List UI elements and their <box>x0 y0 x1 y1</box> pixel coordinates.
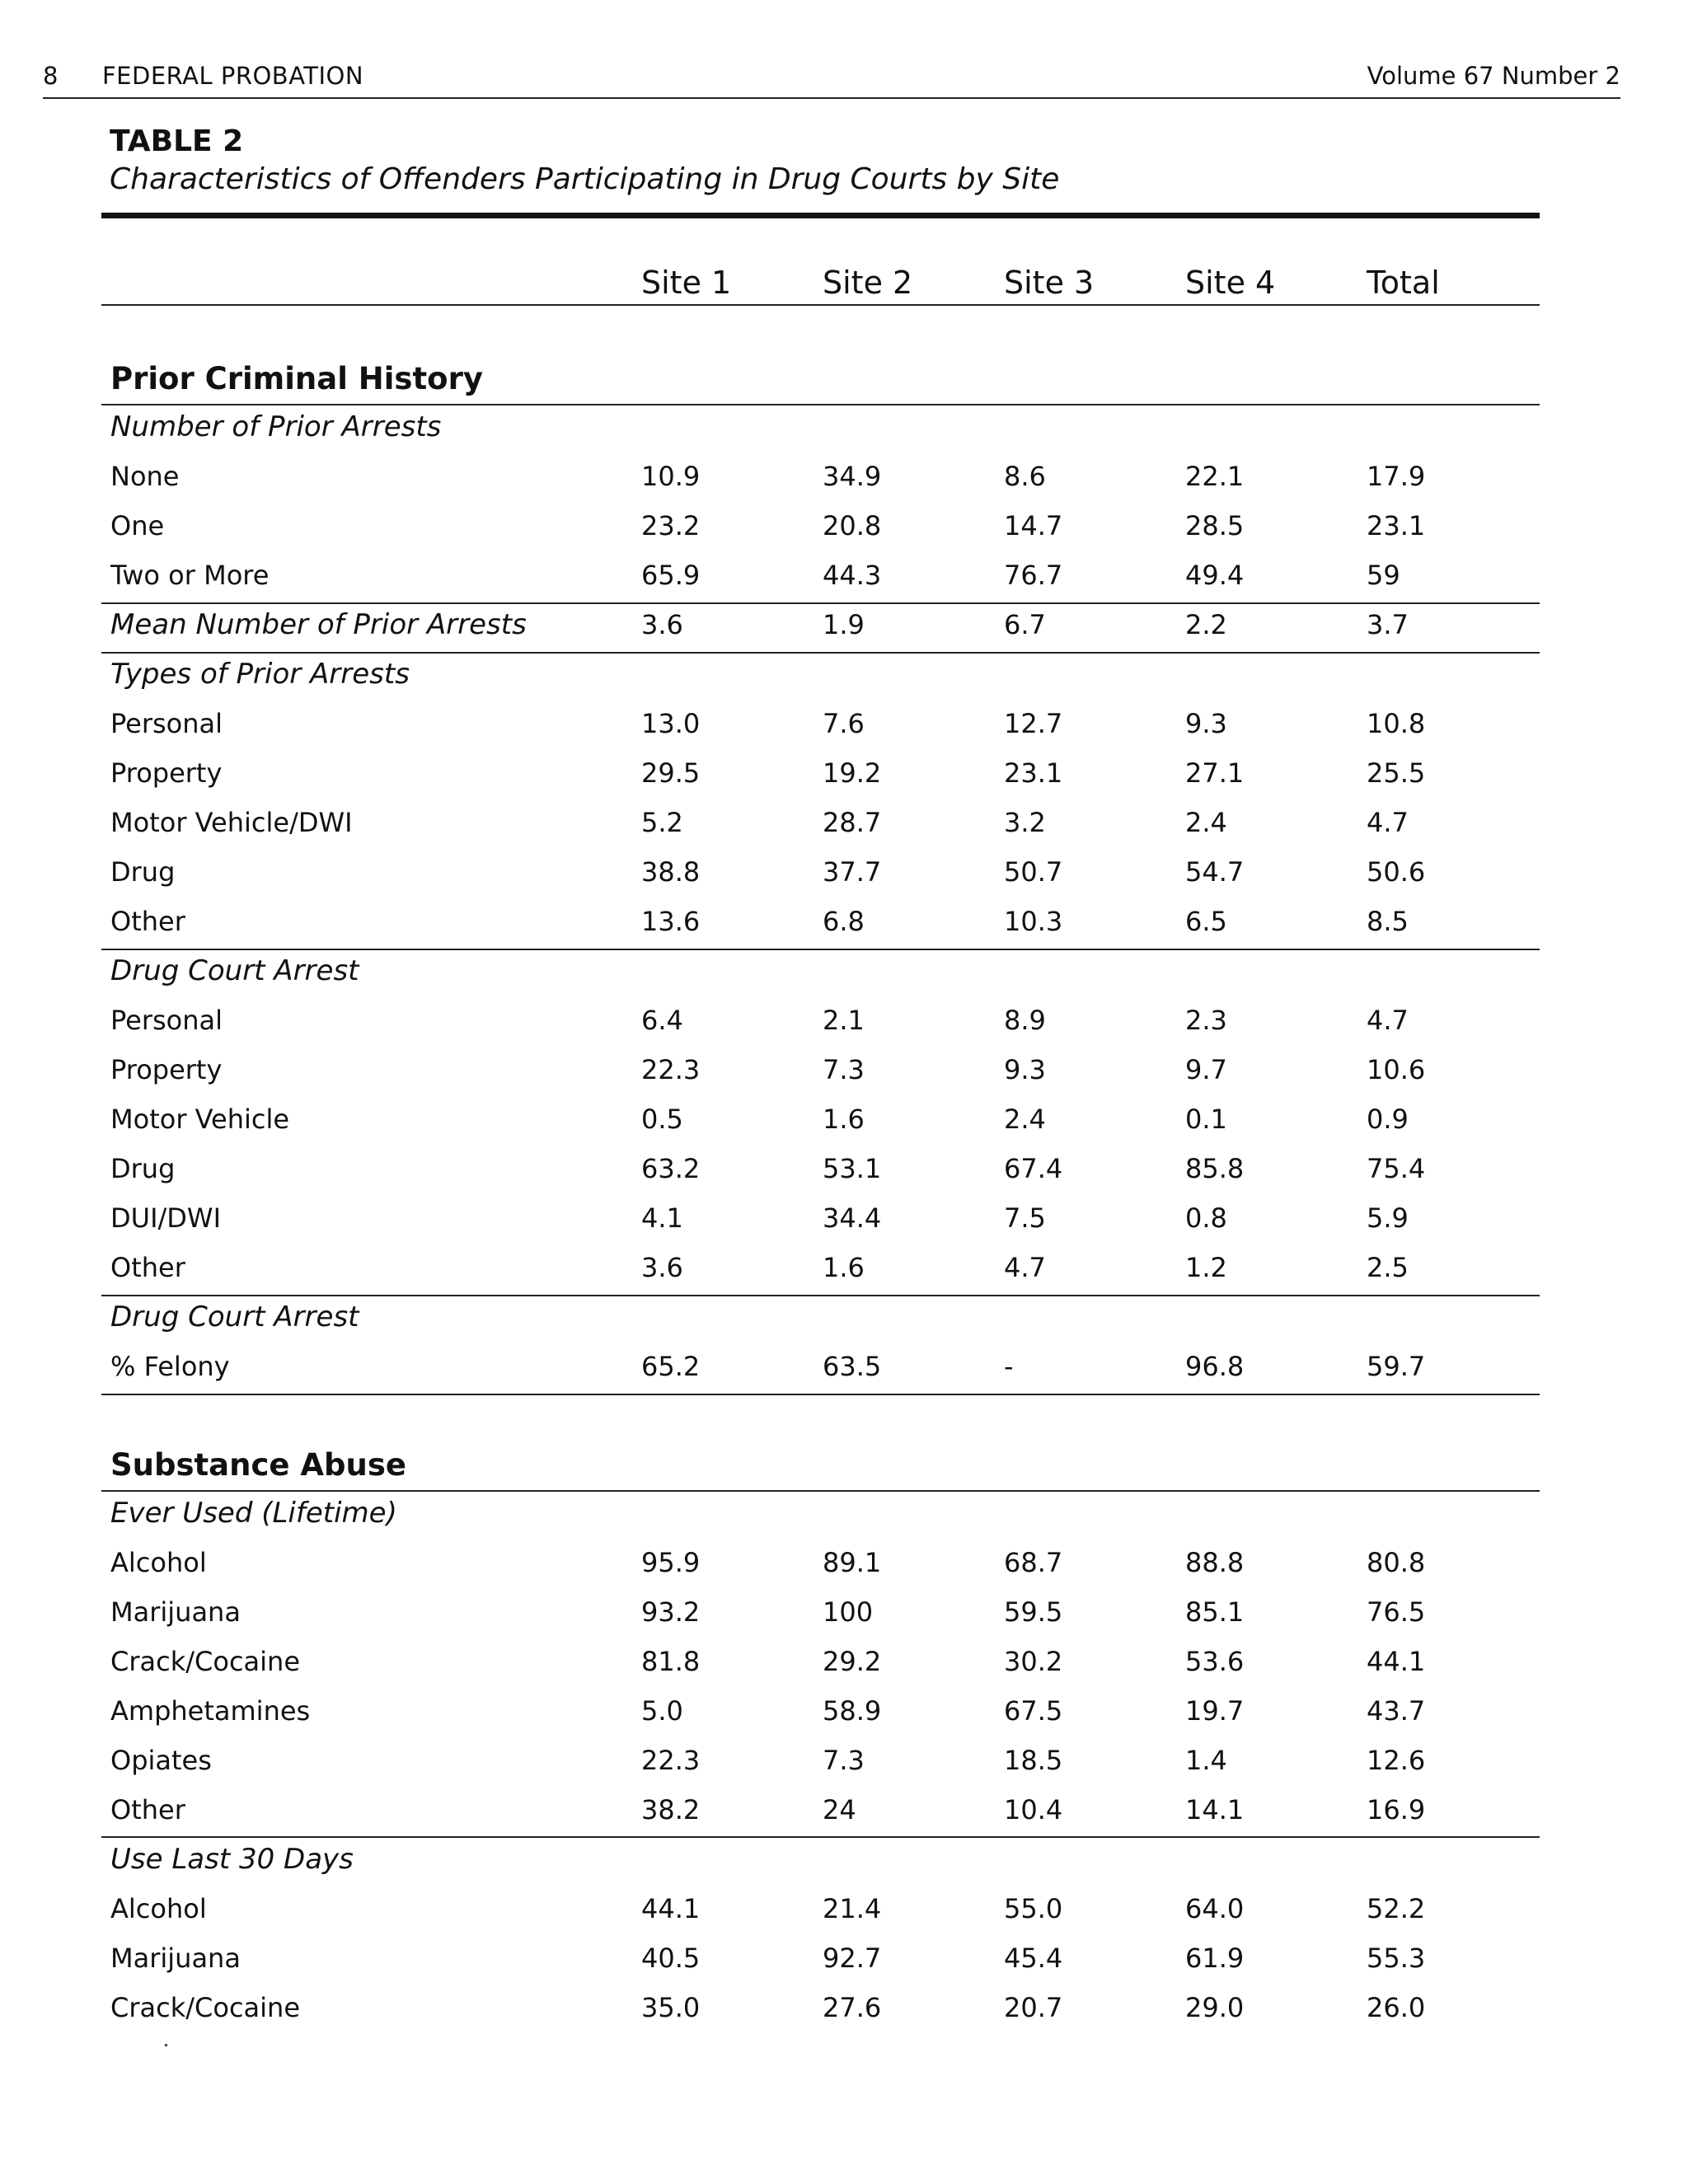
cell-site-4: 1.2 <box>1185 1252 1227 1283</box>
cell-site-2: 21.4 <box>823 1893 882 1924</box>
row-label: Other <box>110 1252 185 1283</box>
table-row <box>0 996 1688 1045</box>
cell-site-1: 23.2 <box>641 510 701 541</box>
row-label: Ever Used (Lifetime) <box>110 1497 397 1530</box>
cell-site-2: 53.1 <box>823 1153 882 1184</box>
subsection-heading <box>0 1835 1688 1884</box>
row-label: Crack/Cocaine <box>110 1646 300 1677</box>
table-row <box>0 452 1688 501</box>
cell-site-4: 49.4 <box>1185 560 1245 591</box>
table-row <box>0 1933 1688 1983</box>
cell-site-1: 0.5 <box>641 1104 683 1135</box>
cell-site-3: 68.7 <box>1004 1547 1063 1578</box>
cell-total: 3.7 <box>1367 609 1409 640</box>
cell-total: 4.7 <box>1367 1005 1409 1036</box>
cell-site-2: 24 <box>823 1794 856 1825</box>
page-number: 8 <box>43 62 59 90</box>
cell-site-3: 3.2 <box>1004 807 1046 838</box>
cell-site-4: 2.2 <box>1185 609 1227 640</box>
row-label: Marijuana <box>110 1596 241 1628</box>
cell-total: 75.4 <box>1367 1153 1426 1184</box>
cell-site-1: 3.6 <box>641 1252 683 1283</box>
cell-site-1: 63.2 <box>641 1153 701 1184</box>
table-row <box>0 600 1688 649</box>
table-row <box>0 1686 1688 1736</box>
cell-site-2: 89.1 <box>823 1547 882 1578</box>
cell-total: 76.5 <box>1367 1596 1426 1628</box>
section-heading <box>0 354 1688 404</box>
cell-site-4: 88.8 <box>1185 1547 1245 1578</box>
row-label: Other <box>110 906 185 937</box>
section-heading <box>0 1441 1688 1490</box>
cell-total: 23.1 <box>1367 510 1426 541</box>
table-row <box>0 1736 1688 1785</box>
row-label: Opiates <box>110 1745 212 1776</box>
cell-total: 5.9 <box>1367 1202 1409 1234</box>
cell-site-4: 27.1 <box>1185 757 1245 789</box>
row-label: % Felony <box>110 1351 230 1382</box>
table-row <box>0 551 1688 600</box>
cell-site-1: 6.4 <box>641 1005 683 1036</box>
cell-site-3: 18.5 <box>1004 1745 1063 1776</box>
cell-site-3: 9.3 <box>1004 1054 1046 1085</box>
cell-total: 26.0 <box>1367 1992 1426 2023</box>
cell-total: 44.1 <box>1367 1646 1426 1677</box>
cell-site-2: 29.2 <box>823 1646 882 1677</box>
cell-site-4: 85.1 <box>1185 1596 1245 1628</box>
cell-site-3: 7.5 <box>1004 1202 1046 1234</box>
subsection-heading <box>0 1292 1688 1342</box>
cell-site-2: 19.2 <box>823 757 882 789</box>
table-row <box>0 1637 1688 1686</box>
cell-site-3: 10.4 <box>1004 1794 1063 1825</box>
row-label: Amphetamines <box>110 1695 311 1727</box>
cell-site-4: 53.6 <box>1185 1646 1245 1677</box>
cell-site-1: 29.5 <box>641 757 701 789</box>
cell-site-4: 2.4 <box>1185 807 1227 838</box>
cell-total: 12.6 <box>1367 1745 1426 1776</box>
cell-site-1: 22.3 <box>641 1745 701 1776</box>
cell-site-3: 12.7 <box>1004 708 1063 739</box>
row-label: Mean Number of Prior Arrests <box>110 608 527 641</box>
cell-site-1: 95.9 <box>641 1547 701 1578</box>
journal-name: FEDERAL PROBATION <box>102 62 364 90</box>
cell-site-1: 81.8 <box>641 1646 701 1677</box>
table-row <box>0 1785 1688 1835</box>
table-row <box>0 847 1688 897</box>
cell-site-4: 28.5 <box>1185 510 1245 541</box>
cell-site-2: 37.7 <box>823 856 882 888</box>
cell-site-1: 13.0 <box>641 708 701 739</box>
cell-site-1: 93.2 <box>641 1596 701 1628</box>
cell-total: 80.8 <box>1367 1547 1426 1578</box>
cell-total: 8.5 <box>1367 906 1409 937</box>
cell-site-3: 55.0 <box>1004 1893 1063 1924</box>
cell-site-4: 22.1 <box>1185 461 1245 492</box>
cell-site-3: 67.5 <box>1004 1695 1063 1727</box>
cell-site-4: 9.3 <box>1185 708 1227 739</box>
cell-site-3: 67.4 <box>1004 1153 1063 1184</box>
cell-site-3: 76.7 <box>1004 560 1063 591</box>
table-row <box>0 1538 1688 1587</box>
table-row <box>0 748 1688 798</box>
cell-site-1: 4.1 <box>641 1202 683 1234</box>
row-label: Alcohol <box>110 1893 207 1924</box>
row-label: Property <box>110 1054 223 1085</box>
cell-site-2: 1.9 <box>823 609 865 640</box>
cell-site-2: 7.6 <box>823 708 865 739</box>
cell-total: 59.7 <box>1367 1351 1426 1382</box>
cell-site-4: 6.5 <box>1185 906 1227 937</box>
table-row <box>0 1193 1688 1243</box>
row-label: Other <box>110 1794 185 1825</box>
row-label: Prior Criminal History <box>110 361 483 396</box>
cell-total: 10.6 <box>1367 1054 1426 1085</box>
cell-site-3: 30.2 <box>1004 1646 1063 1677</box>
column-header-site-1: Site 1 <box>641 265 732 301</box>
cell-site-4: 14.1 <box>1185 1794 1245 1825</box>
column-header-site-4: Site 4 <box>1185 265 1276 301</box>
cell-site-1: 40.5 <box>641 1943 701 1974</box>
row-label: Two or More <box>110 560 270 591</box>
subsection-heading <box>0 946 1688 996</box>
row-label: Drug <box>110 856 176 888</box>
cell-site-2: 100 <box>823 1596 874 1628</box>
issue-label: Volume 67 Number 2 <box>1367 62 1620 90</box>
row-label: Personal <box>110 1005 223 1036</box>
cell-site-2: 34.9 <box>823 461 882 492</box>
row-label: Personal <box>110 708 223 739</box>
cell-site-3: 59.5 <box>1004 1596 1063 1628</box>
cell-site-3: 10.3 <box>1004 906 1063 937</box>
cell-site-2: 92.7 <box>823 1943 882 1974</box>
row-label: Alcohol <box>110 1547 207 1578</box>
cell-site-4: 0.8 <box>1185 1202 1227 1234</box>
cell-site-4: 9.7 <box>1185 1054 1227 1085</box>
cell-site-4: 19.7 <box>1185 1695 1245 1727</box>
cell-site-3: 2.4 <box>1004 1104 1046 1135</box>
row-divider <box>101 1394 1540 1395</box>
table-caption: Characteristics of Offenders Participating in Drug Courts by Site <box>110 162 1060 196</box>
table-row <box>0 1144 1688 1193</box>
row-label: None <box>110 461 180 492</box>
cell-site-4: 54.7 <box>1185 856 1245 888</box>
cell-site-1: 65.2 <box>641 1351 701 1382</box>
cell-total: 52.2 <box>1367 1893 1426 1924</box>
cell-total: 55.3 <box>1367 1943 1426 1974</box>
cell-site-2: 34.4 <box>823 1202 882 1234</box>
subsection-heading <box>0 402 1688 452</box>
table-row <box>0 1094 1688 1144</box>
cell-site-1: 38.8 <box>641 856 701 888</box>
cell-total: 10.8 <box>1367 708 1426 739</box>
cell-site-3: 14.7 <box>1004 510 1063 541</box>
cell-total: 43.7 <box>1367 1695 1426 1727</box>
row-label: Use Last 30 Days <box>110 1843 354 1876</box>
cell-site-4: 2.3 <box>1185 1005 1227 1036</box>
table-row <box>0 1983 1688 2032</box>
cell-site-4: 1.4 <box>1185 1745 1227 1776</box>
cell-site-1: 3.6 <box>641 609 683 640</box>
column-header-total: Total <box>1367 265 1440 301</box>
row-label: One <box>110 510 165 541</box>
cell-site-1: 44.1 <box>641 1893 701 1924</box>
table-row <box>0 897 1688 946</box>
cell-site-2: 58.9 <box>823 1695 882 1727</box>
row-label: Number of Prior Arrests <box>110 410 442 443</box>
cell-site-3: 4.7 <box>1004 1252 1046 1283</box>
cell-site-3: 45.4 <box>1004 1943 1063 1974</box>
cell-site-2: 2.1 <box>823 1005 865 1036</box>
row-label: Motor Vehicle/DWI <box>110 807 353 838</box>
cell-site-3: 23.1 <box>1004 757 1063 789</box>
cell-site-1: 38.2 <box>641 1794 701 1825</box>
table-row <box>0 1045 1688 1094</box>
cell-total: 0.9 <box>1367 1104 1409 1135</box>
cell-site-4: 29.0 <box>1185 1992 1245 2023</box>
cell-total: 25.5 <box>1367 757 1426 789</box>
column-header-site-3: Site 3 <box>1004 265 1095 301</box>
cell-site-4: 64.0 <box>1185 1893 1245 1924</box>
cell-site-2: 27.6 <box>823 1992 882 2023</box>
table-row <box>0 1342 1688 1391</box>
cell-site-3: 20.7 <box>1004 1992 1063 2023</box>
row-label: Drug Court Arrest <box>110 1301 359 1333</box>
cell-site-2: 1.6 <box>823 1252 865 1283</box>
row-label: Property <box>110 757 223 789</box>
scan-speck <box>165 2044 167 2046</box>
row-label: Motor Vehicle <box>110 1104 290 1135</box>
table-row <box>0 699 1688 748</box>
cell-site-3: 50.7 <box>1004 856 1063 888</box>
cell-site-2: 44.3 <box>823 560 882 591</box>
cell-site-1: 35.0 <box>641 1992 701 2023</box>
table-row <box>0 798 1688 847</box>
row-label: Crack/Cocaine <box>110 1992 300 2023</box>
cell-site-3: 6.7 <box>1004 609 1046 640</box>
cell-total: 4.7 <box>1367 807 1409 838</box>
cell-site-3: 8.6 <box>1004 461 1046 492</box>
cell-site-2: 7.3 <box>823 1745 865 1776</box>
cell-total: 16.9 <box>1367 1794 1426 1825</box>
cell-site-4: 0.1 <box>1185 1104 1227 1135</box>
row-label: DUI/DWI <box>110 1202 221 1234</box>
subsection-heading <box>0 649 1688 699</box>
subsection-heading <box>0 1488 1688 1538</box>
cell-site-4: 85.8 <box>1185 1153 1245 1184</box>
cell-site-3: - <box>1004 1351 1014 1382</box>
cell-total: 17.9 <box>1367 461 1426 492</box>
cell-total: 50.6 <box>1367 856 1426 888</box>
cell-total: 2.5 <box>1367 1252 1409 1283</box>
row-label: Types of Prior Arrests <box>110 658 410 691</box>
table-row <box>0 501 1688 551</box>
cell-site-1: 10.9 <box>641 461 701 492</box>
cell-site-1: 5.0 <box>641 1695 683 1727</box>
cell-site-2: 20.8 <box>823 510 882 541</box>
cell-total: 59 <box>1367 560 1400 591</box>
row-label: Drug <box>110 1153 176 1184</box>
cell-site-2: 6.8 <box>823 906 865 937</box>
table-row <box>0 1884 1688 1933</box>
cell-site-1: 13.6 <box>641 906 701 937</box>
cell-site-2: 28.7 <box>823 807 882 838</box>
cell-site-4: 96.8 <box>1185 1351 1245 1382</box>
row-label: Substance Abuse <box>110 1447 406 1483</box>
table-label: TABLE 2 <box>110 124 244 158</box>
cell-site-1: 5.2 <box>641 807 683 838</box>
cell-site-2: 7.3 <box>823 1054 865 1085</box>
column-header-site-2: Site 2 <box>823 265 913 301</box>
table-row <box>0 1243 1688 1292</box>
table-row <box>0 1587 1688 1637</box>
cell-site-4: 61.9 <box>1185 1943 1245 1974</box>
cell-site-3: 8.9 <box>1004 1005 1046 1036</box>
cell-site-2: 1.6 <box>823 1104 865 1135</box>
cell-site-1: 22.3 <box>641 1054 701 1085</box>
cell-site-2: 63.5 <box>823 1351 882 1382</box>
row-label: Marijuana <box>110 1943 241 1974</box>
row-label: Drug Court Arrest <box>110 954 359 987</box>
cell-site-1: 65.9 <box>641 560 701 591</box>
